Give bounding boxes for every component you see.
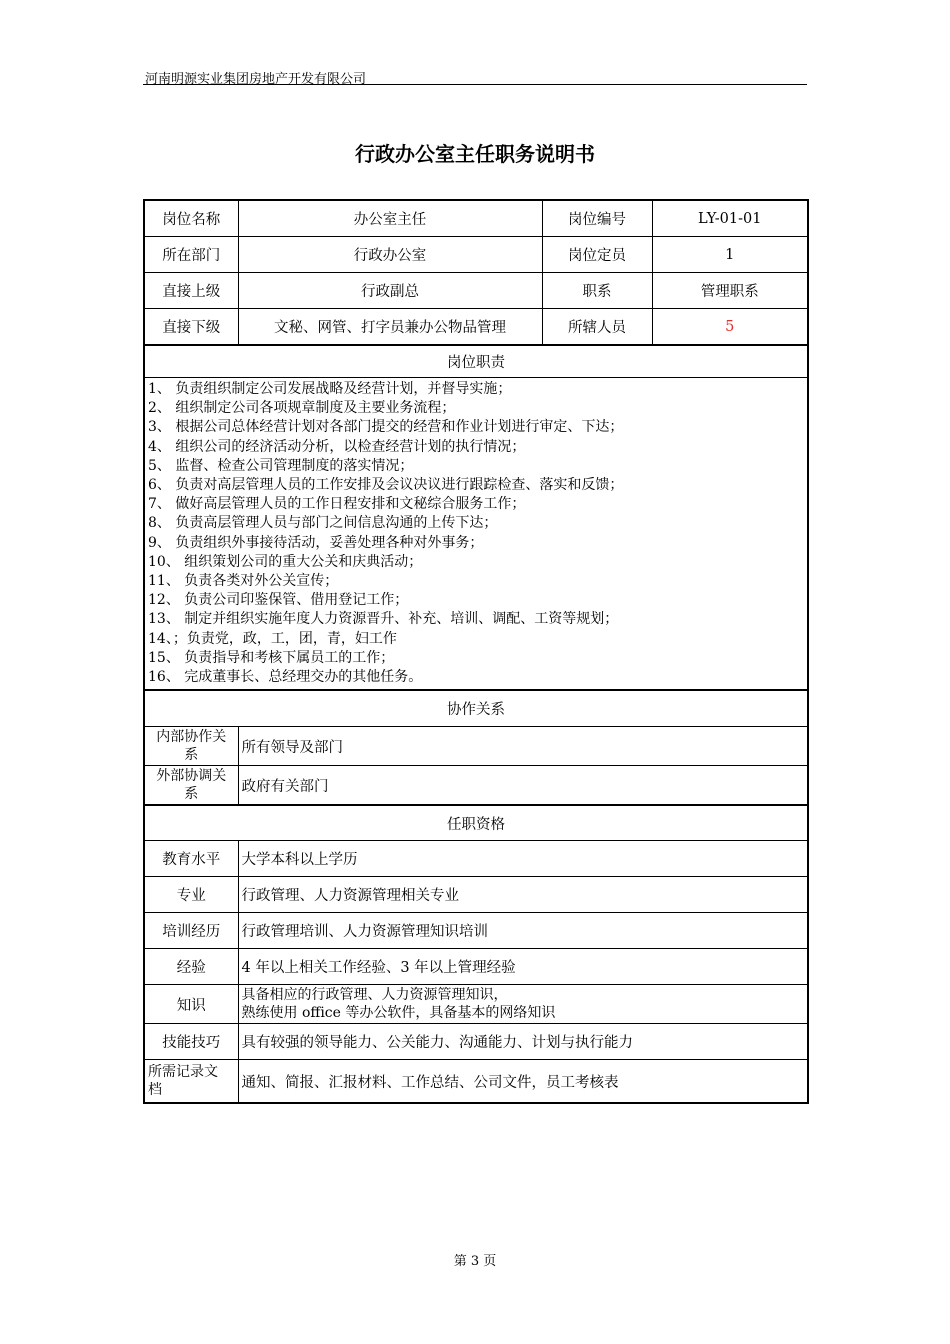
duty-item: 1、 负责组织制定公司发展战略及经营计划，并督导实施； xyxy=(148,381,512,397)
duty-item: 10、 组织策划公司的重大公关和庆典活动； xyxy=(148,553,423,570)
duty-item: 14、；负责党，政，工，团，青，妇工作 xyxy=(148,630,397,647)
major-label: 专业 xyxy=(144,877,238,913)
education-label: 教育水平 xyxy=(144,841,238,877)
headcount-label: 岗位定员 xyxy=(542,237,652,273)
duty-item: 11、 负责各类对外公关宣传； xyxy=(148,573,339,590)
cooperation-section-title: 协作关系 xyxy=(144,690,808,727)
skills-label: 技能技巧 xyxy=(144,1024,238,1060)
basic-row-position xyxy=(144,200,808,237)
duties-row xyxy=(144,378,808,691)
position-code-value: LY-01-01 xyxy=(652,200,808,237)
education-value: 大学本科以上学历 xyxy=(238,841,808,877)
skills-row xyxy=(144,1024,808,1060)
duty-item: 4、 组织公司的经济活动分析，以检查经营计划的执行情况； xyxy=(148,438,526,455)
records-label-line1: 所需记录文 xyxy=(148,1064,218,1081)
basic-row-department xyxy=(144,237,808,273)
duty-item: 13、 制定并组织实施年度人力资源晋升、补充、培训、调配、工资等规划； xyxy=(148,611,619,628)
job-family-value: 管理职系 xyxy=(652,273,808,309)
duty-item: 9、 负责组织外事接待活动，妥善处理各种对外事务； xyxy=(148,534,484,551)
knowledge-value-line1: 具备相应的行政管理、人力资源管理知识， xyxy=(241,987,508,1004)
page-number: 第 3 页 xyxy=(453,1254,497,1269)
subordinates-label: 直接下级 xyxy=(144,309,238,346)
duty-item: 16、 完成董事长、总经理交办的其他任务。 xyxy=(148,669,423,686)
job-family-label: 职系 xyxy=(542,273,652,309)
position-name-value: 办公室主任 xyxy=(238,200,542,237)
qualifications-header-row xyxy=(144,805,808,841)
skills-value: 具有较强的领导能力、公关能力、沟通能力、计划与执行能力 xyxy=(238,1024,808,1060)
company-name: 河南明源实业集团房地产开发有限公司 xyxy=(145,72,367,87)
experience-label: 经验 xyxy=(144,949,238,985)
duty-item: 6、 负责对高层管理人员的工作安排及会议决议进行跟踪检查、落实和反馈； xyxy=(148,477,624,494)
headcount-value: 1 xyxy=(652,237,808,273)
job-description-table xyxy=(143,199,809,1104)
position-code-label: 岗位编号 xyxy=(542,200,652,237)
knowledge-value-line2: 熟练使用 office 等办公软件，具备基本的网络知识 xyxy=(241,1005,556,1022)
duty-item: 15、 负责指导和考核下属员工的工作； xyxy=(148,649,395,666)
department-value: 行政办公室 xyxy=(238,237,542,273)
major-row xyxy=(144,877,808,913)
knowledge-value xyxy=(238,985,808,1024)
subordinates-value: 文秘、网管、打字员兼办公物品管理 xyxy=(238,309,542,346)
internal-cooperation-value: 所有领导及部门 xyxy=(238,727,808,766)
basic-row-subordinates xyxy=(144,309,808,346)
superior-label: 直接上级 xyxy=(144,273,238,309)
duty-item: 5、 监督、检查公司管理制度的落实情况； xyxy=(148,457,414,474)
experience-value: 4 年以上相关工作经验、3 年以上管理经验 xyxy=(238,949,808,985)
external-cooperation-label xyxy=(144,766,238,806)
duty-item: 8、 负责高层管理人员与部门之间信息沟通的上传下达； xyxy=(148,515,498,532)
superior-value: 行政副总 xyxy=(238,273,542,309)
basic-row-superior xyxy=(144,273,808,309)
training-value: 行政管理培训、人力资源管理知识培训 xyxy=(238,913,808,949)
internal-cooperation-label-line1: 内部协作关 xyxy=(156,729,227,746)
duty-item: 3、 根据公司总体经营计划对各部门提交的经营和作业计划进行审定、下达； xyxy=(148,419,624,436)
major-value: 行政管理、人力资源管理相关专业 xyxy=(238,877,808,913)
external-cooperation-label-line2: 系 xyxy=(184,786,199,803)
records-value: 通知、简报、汇报材料、工作总结、公司文件，员工考核表 xyxy=(238,1060,808,1104)
duty-item: 7、 做好高层管理人员的工作日程安排和文秘综合服务工作； xyxy=(148,496,526,513)
training-label: 培训经历 xyxy=(144,913,238,949)
records-row xyxy=(144,1060,808,1104)
records-label xyxy=(144,1060,238,1104)
qualifications-section-title: 任职资格 xyxy=(144,805,808,841)
duty-item: 2、 组织制定公司各项规章制度及主要业务流程； xyxy=(148,400,456,417)
position-name-label: 岗位名称 xyxy=(144,200,238,237)
internal-cooperation-label xyxy=(144,727,238,766)
knowledge-label: 知识 xyxy=(144,985,238,1024)
internal-cooperation-label-line2: 系 xyxy=(184,747,199,764)
duty-item: 12、 负责公司印鉴保管、借用登记工作； xyxy=(148,592,409,609)
education-row xyxy=(144,841,808,877)
cooperation-header-row xyxy=(144,690,808,727)
experience-row xyxy=(144,949,808,985)
external-cooperation-row xyxy=(144,766,808,806)
document-title: 行政办公室主任职务说明书 xyxy=(355,142,595,166)
records-label-line2: 档 xyxy=(148,1082,162,1099)
duties-section-title: 岗位职责 xyxy=(144,345,808,378)
managed-staff-label: 所辖人员 xyxy=(542,309,652,346)
duties-list xyxy=(144,378,808,691)
managed-staff-value: 5 xyxy=(652,309,808,346)
header-divider xyxy=(143,84,807,85)
external-cooperation-value: 政府有关部门 xyxy=(238,766,808,806)
knowledge-row xyxy=(144,985,808,1024)
internal-cooperation-row xyxy=(144,727,808,766)
external-cooperation-label-line1: 外部协调关 xyxy=(156,768,227,785)
department-label: 所在部门 xyxy=(144,237,238,273)
training-row xyxy=(144,913,808,949)
duties-header-row xyxy=(144,345,808,378)
